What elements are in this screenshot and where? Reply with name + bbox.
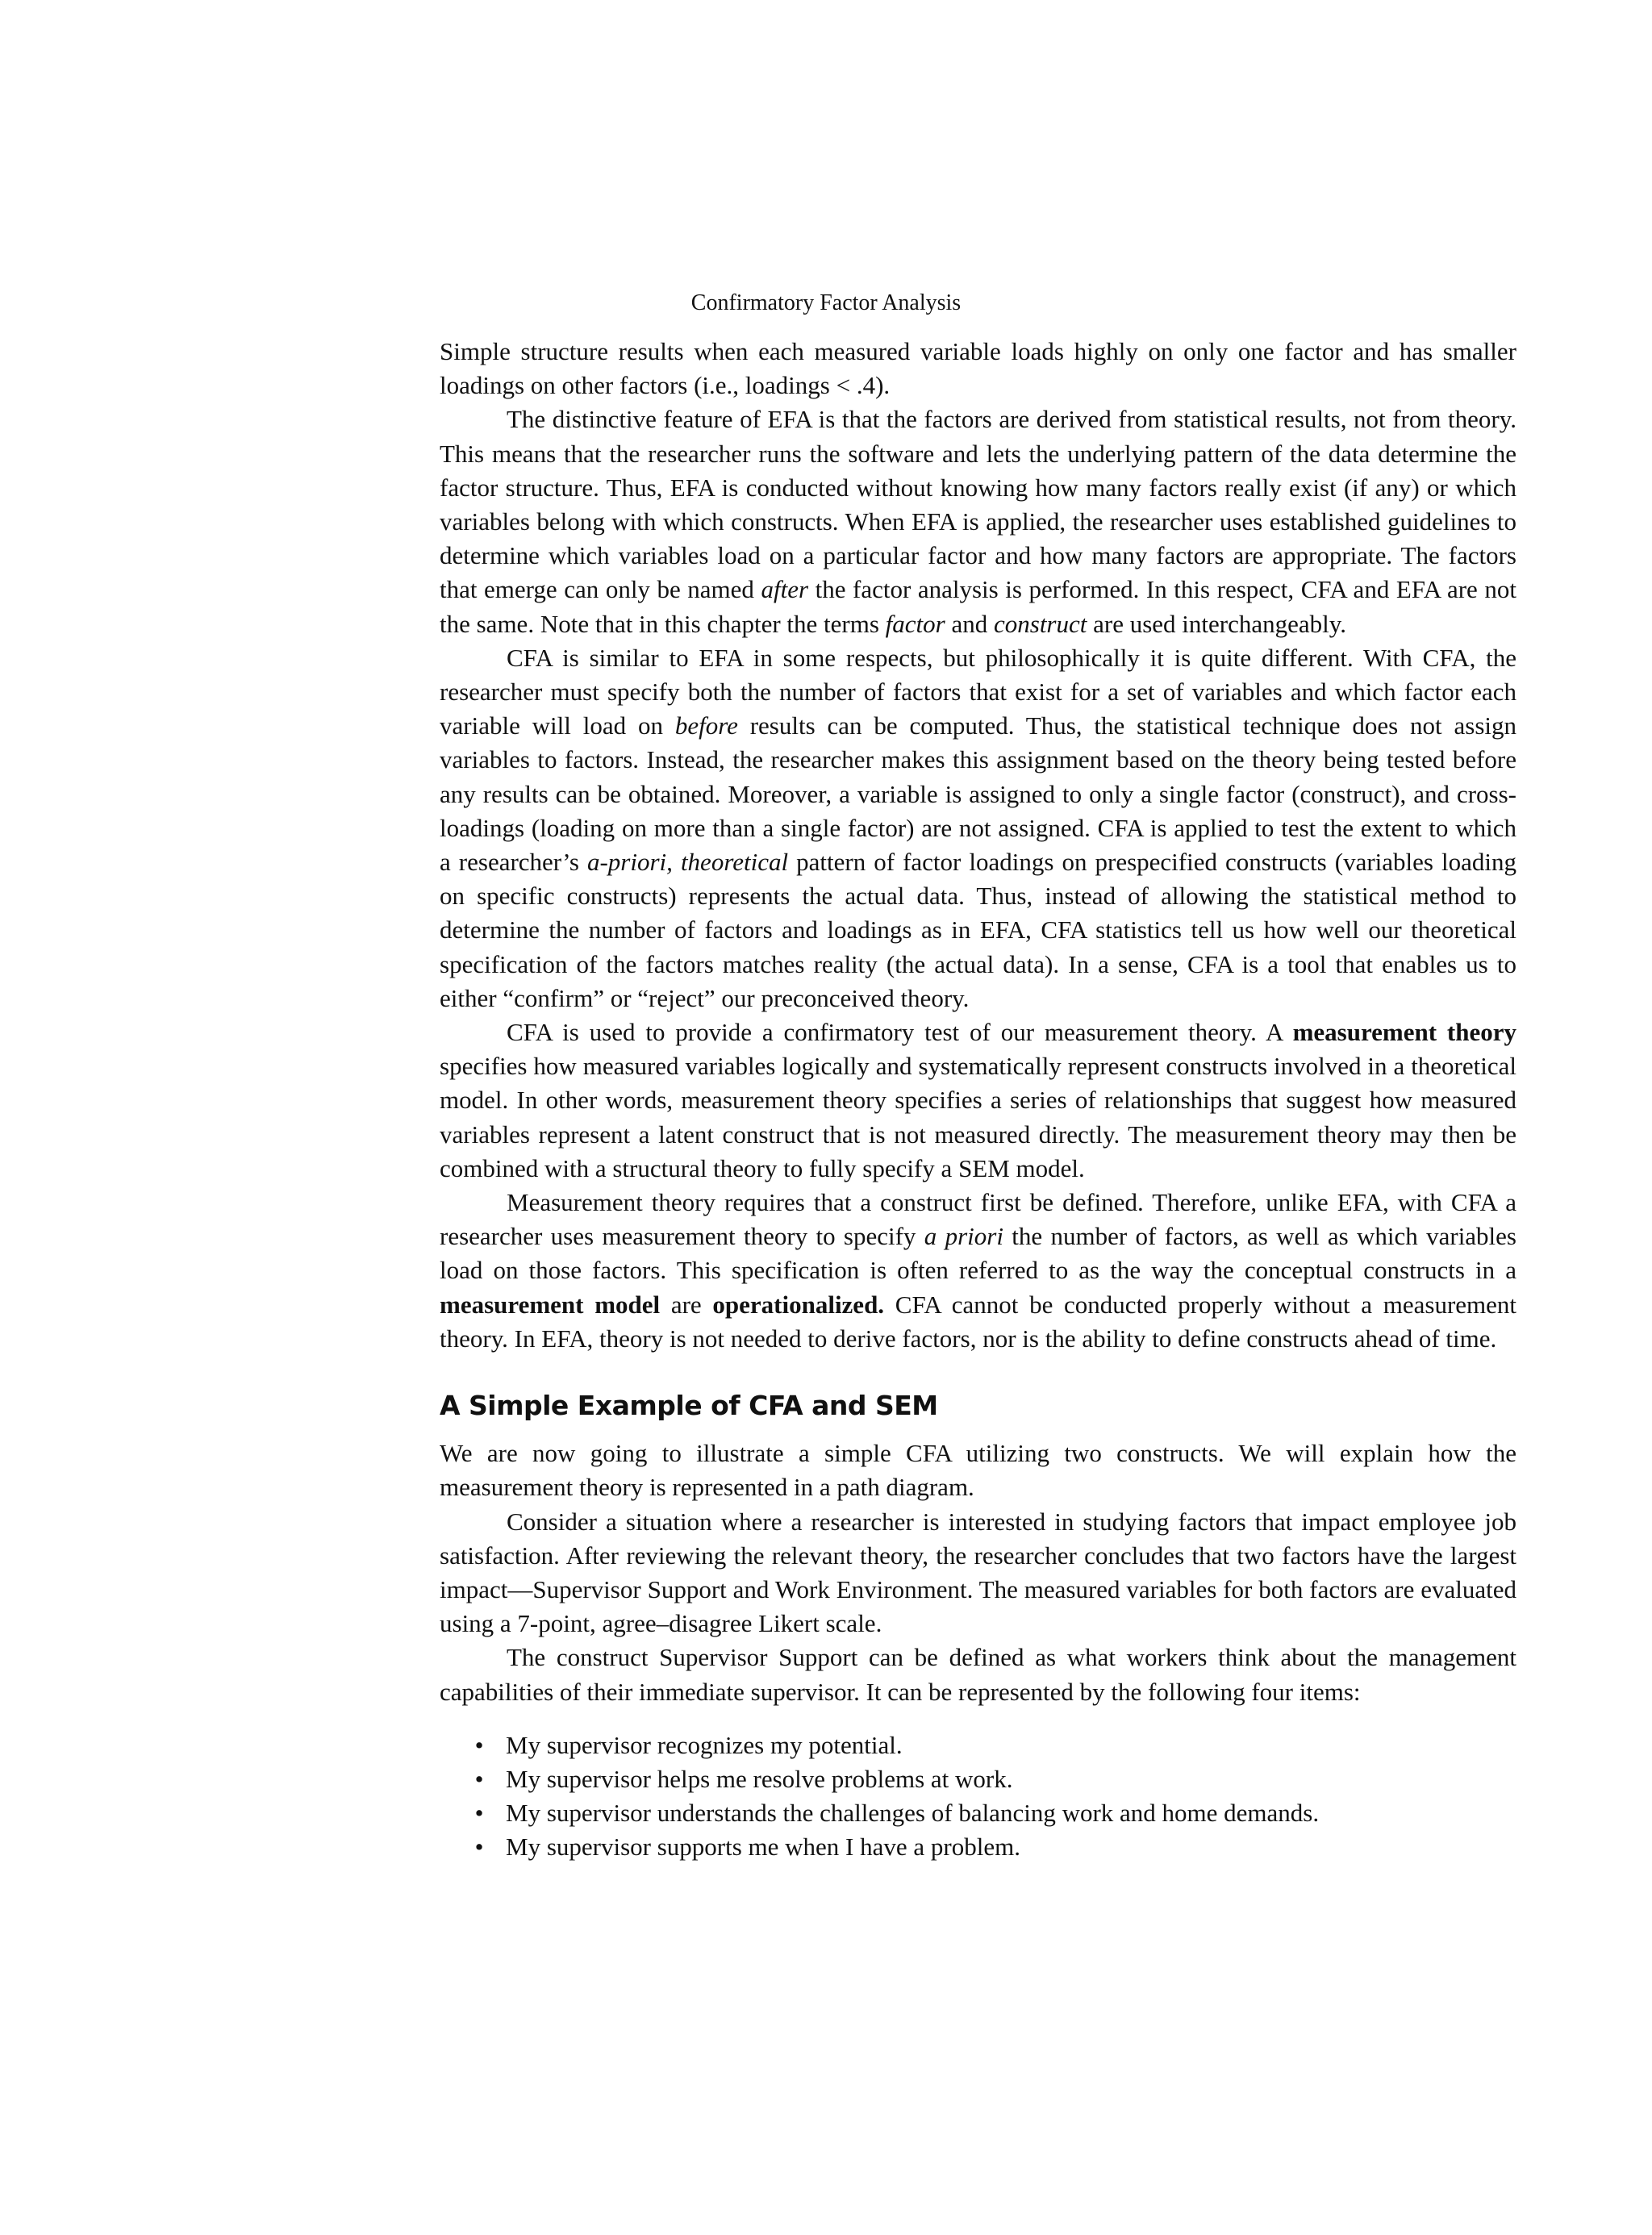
paragraph-mt-text-a: CFA is used to provide a confirmatory test of our measurement theory. A	[507, 1018, 1293, 1047]
emphasis-a-priori: a priori	[924, 1222, 1003, 1251]
list-item-text: My supervisor supports me when I have a problem.	[506, 1833, 1020, 1862]
paragraph-cd-text-g: CFA cannot be conducted properly without a measurement theory. In EFA, theory is not needed to derive factors, nor is the ability to define constructs ahead of time.	[440, 1290, 1517, 1353]
paragraph-efa-text-e: and	[945, 609, 994, 638]
emphasis-construct: construct	[994, 609, 1087, 638]
list-item-text: My supervisor recognizes my potential.	[506, 1730, 903, 1759]
paragraph-cd-text-a: Measurement theory requires that a construct first be defined. Therefore, unlike EFA, with CFA a researcher uses measurement theory to specify	[440, 1188, 1516, 1251]
bullet-icon: •	[474, 1799, 484, 1828]
term-operationalized: operationalized.	[712, 1290, 885, 1319]
running-header: Confirmatory Factor Analysis	[690, 290, 962, 315]
list-item	[440, 1830, 1516, 1864]
paragraph-cd-text-c: the number of factors, as well as which variables load on those factors. This specification is often referred to as the way the conceptual constructs in a	[440, 1222, 1516, 1285]
bullet-icon: •	[474, 1764, 484, 1793]
body-text	[440, 335, 1516, 1865]
list-item-text: My supervisor helps me resolve problems at work.	[506, 1764, 1013, 1793]
paragraph-example-intro: We are now going to illustrate a simple CFA utilizing two constructs. We will explain how the measurement theory is represented in a path diagram.	[440, 1439, 1516, 1502]
paragraph-cfa-text-c: results can be computed. Thus, the statistical technique does not assign variables to factors. Instead, the researcher makes this assignment based on the theory being tested before any results can be obtained. Moreover, a variable is assigned to only a single factor (construct), and cross-loadings (loading on more than a single factor) are not assigned. CFA is applied to test the extent to which a researcher’s	[440, 711, 1516, 877]
paragraph-mt-text-c: specifies how measured variables logically and systematically represent constructs involved in a theoretical model. In other words, measurement theory specifies a series of relationships that suggest how measured variables represent a latent construct that is not measured directly. The measurement theory may then be combined with a structural theory to fully specify a SEM model.	[440, 1052, 1516, 1182]
list-item	[440, 1728, 1516, 1762]
emphasis-a-priori-theoretical: a-priori, theoretical	[586, 848, 789, 877]
emphasis-factor: factor	[885, 609, 945, 638]
paragraph-supervisor-support: The construct Supervisor Support can be defined as what workers think about the management capabilities of their immediate supervisor. It can be represented by the following four items:	[440, 1643, 1516, 1706]
paragraph-cfa-text-a: CFA is similar to EFA in some respects, but philosophically it is quite different. With CFA, the researcher must specify both the number of factors that exist for a set of variables and which factor each variable will load on	[440, 643, 1516, 740]
paragraph-efa-text-c: the factor analysis is performed. In this respect, CFA and EFA are not the same. Note that in this chapter the terms	[440, 575, 1516, 638]
bullet-icon: •	[474, 1833, 484, 1862]
item-list	[440, 1728, 1516, 1865]
term-measurement-theory: measurement theory	[1292, 1018, 1517, 1047]
paragraph-cd-text-e: are	[660, 1290, 713, 1319]
paragraph-efa-text-a: The distinctive feature of EFA is that the factors are derived from statistical results, not from theory. This means that the researcher runs the software and lets the underlying pattern of the data determine the factor structure. Thus, EFA is conducted without knowing how many factors really exist (if any) or which variables belong with which constructs. When EFA is applied, the researcher uses established guidelines to determine which variables load on a particular factor and how many factors are appropriate. The factors that emerge can only be named	[440, 405, 1516, 604]
section-heading: A Simple Example of CFA and SEM	[440, 1390, 938, 1422]
list-item	[440, 1762, 1516, 1796]
paragraph-measurement-theory	[440, 1015, 1516, 1186]
emphasis-after: after	[761, 575, 809, 604]
paragraph-cfa-vs-efa	[440, 641, 1516, 1015]
paragraph-job-satisfaction: Consider a situation where a researcher is interested in studying factors that impact employee job satisfaction. After reviewing the relevant theory, the researcher concludes that two factors have the largest impact—Supervisor Support and Work Environment. The measured variables for both factors are evaluated using a 7-point, agree–disagree Likert scale.	[440, 1507, 1516, 1638]
list-item-text: My supervisor understands the challenges of balancing work and home demands.	[506, 1799, 1320, 1828]
paragraph-simple-structure: Simple structure results when each measured variable loads highly on only one factor and has smaller loadings on other factors (i.e., loadings < .4).	[440, 337, 1516, 400]
term-measurement-model: measurement model	[440, 1290, 661, 1319]
paragraph-construct-definition	[440, 1186, 1516, 1356]
emphasis-before: before	[674, 711, 738, 740]
paragraph-efa-text-g: are used interchangeably.	[1087, 609, 1346, 638]
paragraph-efa-feature	[440, 402, 1516, 640]
bullet-icon: •	[474, 1730, 484, 1759]
list-item	[440, 1796, 1516, 1830]
paragraph-cfa-text-e: pattern of factor loadings on prespecified constructs (variables loading on specific constructs) represents the actual data. Thus, instead of allowing the statistical method to determine the number of factors and loadings as in EFA, CFA statistics tell us how well our theoretical specification of the factors matches reality (the actual data). In a sense, CFA is a tool that enables us to either “confirm” or “reject” our preconceived theory.	[440, 848, 1516, 1012]
